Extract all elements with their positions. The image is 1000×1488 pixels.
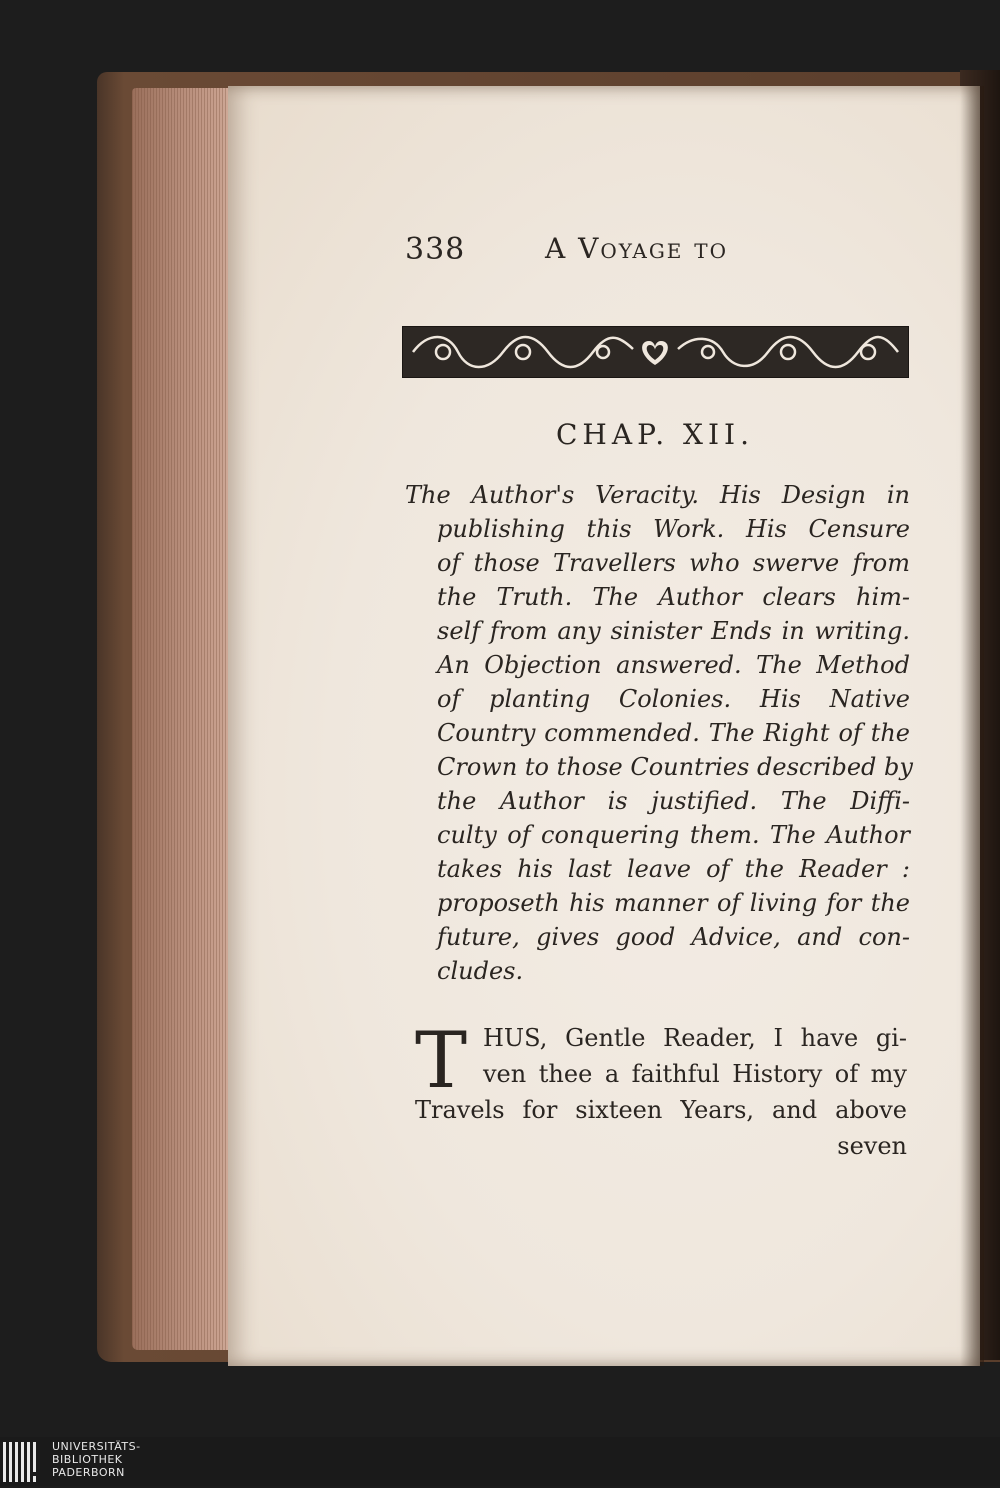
summary-line: proposeth his manner of living for the bbox=[437, 889, 910, 917]
summary-line: publishing this Work. His Censure bbox=[437, 515, 910, 543]
running-head bbox=[405, 232, 825, 272]
summary-line: of planting Colonies. His Native bbox=[437, 685, 910, 713]
catchword: seven bbox=[837, 1132, 907, 1160]
summary-line: cludes. bbox=[437, 957, 524, 985]
gutter-shadow bbox=[960, 86, 984, 1366]
library-name-line: UNIVERSITÄTS- bbox=[52, 1440, 141, 1453]
body-line: Travels for sixteen Years, and above bbox=[415, 1096, 907, 1124]
summary-line: the Author is justified. The Diffi- bbox=[437, 787, 910, 815]
summary-line: Crown to those Countries described by bbox=[437, 753, 913, 781]
summary-line: the Truth. The Author clears him- bbox=[437, 583, 910, 611]
library-name-line: BIBLIOTHEK bbox=[52, 1453, 123, 1466]
summary-line: culty of conquering them. The Author bbox=[437, 821, 910, 849]
summary-line: of those Travellers who swerve from bbox=[437, 549, 910, 577]
summary-line: The Author's Veracity. His Design in bbox=[405, 481, 910, 509]
body-line: HUS, Gentle Reader, I have gi- bbox=[483, 1024, 907, 1052]
ornament-icon bbox=[403, 327, 908, 377]
summary-line: self from any sinister Ends in writing. bbox=[437, 617, 910, 645]
chapter-summary bbox=[405, 478, 913, 988]
library-name bbox=[52, 1440, 141, 1479]
body-text bbox=[415, 1016, 907, 1164]
page-edges bbox=[132, 88, 242, 1350]
summary-line: An Objection answered. The Method bbox=[437, 651, 910, 679]
library-name-line: PADERBORN bbox=[52, 1466, 125, 1479]
footer-bar bbox=[0, 1437, 1000, 1486]
body-line: ven thee a faithful History of my bbox=[483, 1060, 907, 1088]
ornamental-headpiece bbox=[402, 326, 909, 378]
summary-line: future, gives good Advice, and con- bbox=[437, 923, 910, 951]
summary-line: takes his last leave of the Reader : bbox=[437, 855, 910, 883]
running-title: A Voyage to bbox=[545, 232, 729, 265]
summary-line: Country commended. The Right of the bbox=[437, 719, 910, 747]
library-logo-icon bbox=[3, 1440, 43, 1484]
chapter-heading: CHAP. XII. bbox=[556, 418, 754, 451]
drop-cap: T bbox=[415, 1016, 468, 1106]
page-number: 338 bbox=[405, 232, 466, 267]
